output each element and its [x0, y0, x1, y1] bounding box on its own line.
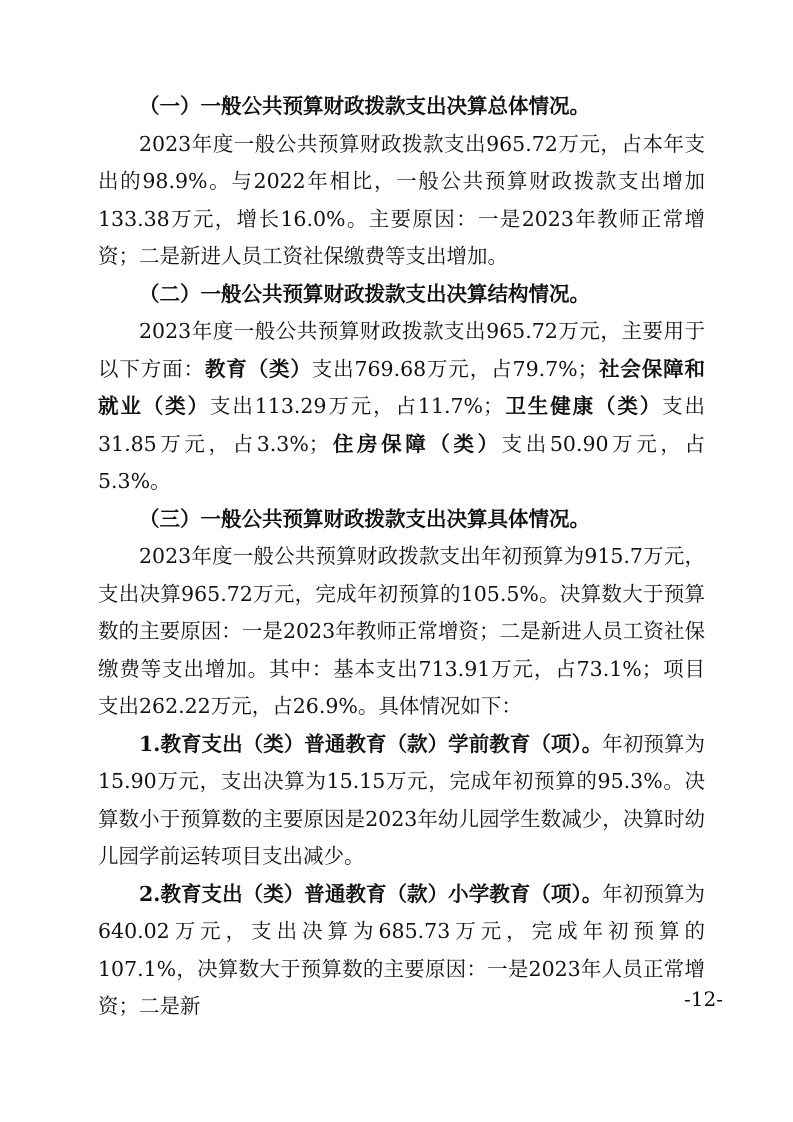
section-heading-structure: （二）一般公共预算财政拨款支出决算结构情况。 — [139, 281, 590, 306]
category-housing: 住房保障（类） — [329, 431, 502, 456]
category-social-security-text: 支出113.29万元，占11.7%； — [209, 394, 504, 418]
category-social-security: 社会保障和就业（类） — [98, 356, 706, 418]
category-housing-text: 支出50.90万元，占5.3%。 — [98, 431, 706, 493]
item-primary-education — [98, 876, 705, 1026]
item-preschool-title: 1.教育支出（类）普通教育（款）学前教育（项）。 — [139, 731, 603, 756]
paragraph-structure — [98, 313, 705, 501]
section-heading-detail: （三）一般公共预算财政拨款支出决算具体情况。 — [139, 506, 590, 531]
paragraph-overall: 2023年度一般公共预算财政拨款支出965.72万元，占本年支出的98.9%。与2022年相比，一般公共预算财政拨款支出增加133.38万元，增长16.0%。主要原因：一是2023年教师正常增资；二是新进人员工资社保缴费等支出增加。 — [98, 131, 705, 268]
paragraph-detail: 2023年度一般公共预算财政拨款支出年初预算为915.7万元，支出决算965.72万元，完成年初预算的105.5%。决算数大于预算数的主要原因：一是2023年教师正常增资；二是新进人员工资社保缴费等支出增加。其中：基本支出713.91万元，占73.1%；项目支出262.22万元，占26.9%。具体情况如下： — [98, 544, 705, 718]
category-education-text: 支出769.68万元，占79.7%； — [311, 356, 599, 381]
page-number: -12- — [684, 987, 723, 1011]
item-primary-title: 2.教育支出（类）普通教育（款）小学教育（项）。 — [139, 881, 603, 906]
structure-intro: 2023年度一般公共预算财政拨款支出965.72万元，主要用于以下方面： — [98, 319, 705, 381]
document-page — [98, 88, 705, 1026]
item-primary-body: 年初预算为640.02万元，支出决算为685.73万元，完成年初预算的107.1%，决算数大于预算数的主要原因：一是2023年人员正常增资；二是新 — [98, 881, 705, 1018]
item-preschool-education — [98, 726, 705, 876]
section-heading-overall: （一）一般公共预算财政拨款支出决算总体情况。 — [139, 94, 590, 118]
category-health-text: 支出31.85万元，占3.3%； — [98, 394, 706, 456]
item-preschool-body: 年初预算为15.90万元，支出决算为15.15万元，完成年初预算的95.3%。决算数小于预算数的主要原因是2023年幼儿园学生数减少，决算时幼儿园学前运转项目支出减少。 — [98, 731, 705, 868]
category-health: 卫生健康（类） — [503, 394, 663, 418]
category-education: 教育（类） — [204, 356, 312, 381]
